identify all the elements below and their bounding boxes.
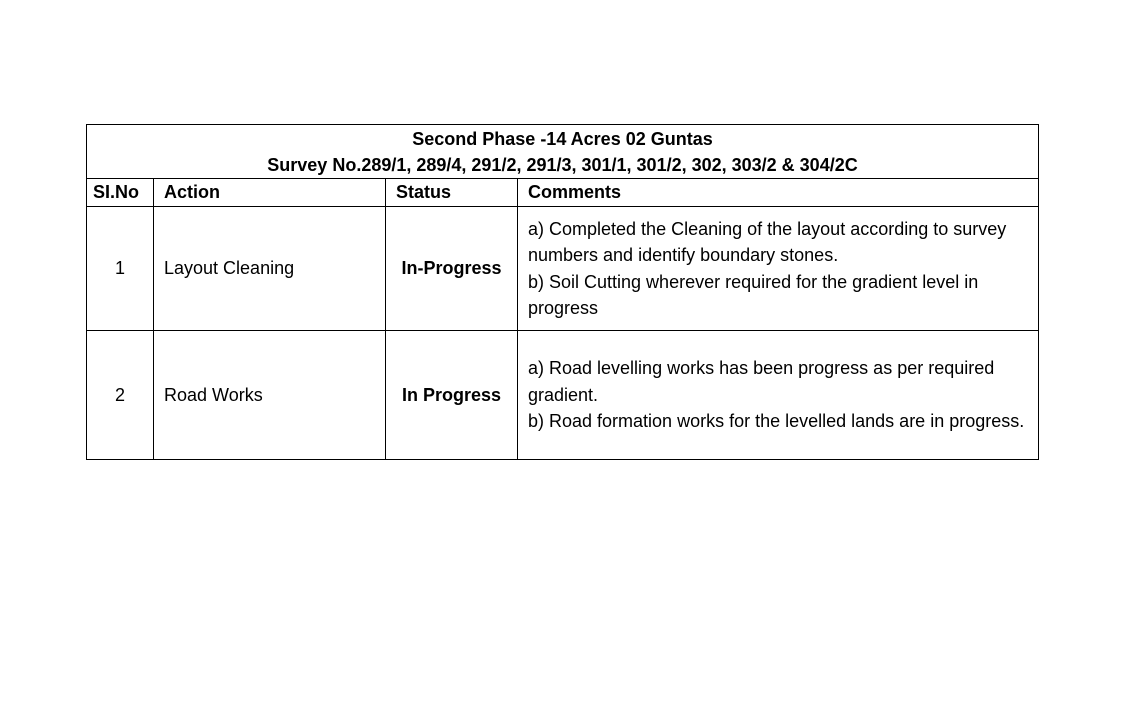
table-header-row: [87, 179, 1039, 207]
table-row: [87, 207, 1039, 331]
comment-item: a) Road levelling works has been progress as per required gradient.: [528, 358, 995, 405]
comment-item: b) Soil Cutting wherever required for the gradient level in progress: [528, 271, 979, 318]
comment-item: a) Completed the Cleaning of the layout according to survey numbers and identify boundary stones.: [528, 218, 1007, 265]
header-sl-no: SI.No: [87, 179, 154, 207]
progress-table: [86, 124, 1039, 460]
table-row: [87, 331, 1039, 460]
row-action: Road Works: [154, 331, 386, 460]
header-status: Status: [386, 179, 518, 207]
table-title: [87, 125, 1039, 179]
row-action: Layout Cleaning: [154, 207, 386, 331]
row-comments: [518, 331, 1039, 460]
row-sl-no: 1: [87, 207, 154, 331]
header-comments: Comments: [518, 179, 1039, 207]
row-status: In-Progress: [386, 207, 518, 331]
row-comments: [518, 207, 1039, 331]
table-title-survey: Survey No.289/1, 289/4, 291/2, 291/3, 301/1, 301/2, 302, 303/2 & 304/2C: [267, 154, 858, 175]
table-title-phase: Second Phase -14 Acres 02 Guntas: [412, 128, 713, 149]
header-action: Action: [154, 179, 386, 207]
table-title-row: [87, 125, 1039, 179]
row-status: In Progress: [386, 331, 518, 460]
comment-item: b) Road formation works for the levelled lands are in progress.: [528, 411, 1025, 432]
row-sl-no: 2: [87, 331, 154, 460]
